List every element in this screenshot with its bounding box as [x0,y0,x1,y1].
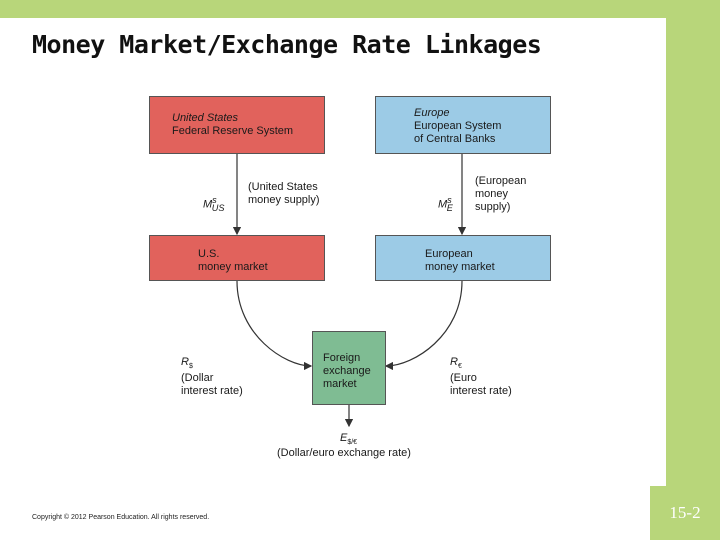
euro-money-supply-symbol: $M^s_E$ [438,195,453,213]
euro-interest-rate-label: (Euro interest rate) [450,372,512,397]
fx-market-label: Foreign exchange market [323,352,371,390]
slide-title: Money Market/Exchange Rate Linkages [32,30,542,59]
us-federal-reserve-box [149,96,325,154]
copyright-notice: Copyright © 2012 Pearson Education. All rights reserved. [32,514,210,521]
us-money-supply-symbol: $M^s_{US}$ [203,195,225,213]
exchange-rate-symbol: $E_{\$/€}$ [340,432,358,447]
arrow-euro-market-to-fx [386,281,462,366]
exchange-rate-label: (Dollar/euro exchange rate) [277,447,411,459]
european-central-banks-box [375,96,551,154]
euro-money-market-label: European money market [425,248,495,273]
foreign-exchange-market-box [312,331,386,405]
euro-money-supply-label: (European money supply) [475,175,527,213]
dollar-interest-rate-symbol: $R_{\$}$ [181,356,193,371]
euro-system-line2: European System of Central Banks [414,120,502,145]
arrow-us-market-to-fx [237,281,311,366]
us-money-market-label: U.S. money market [198,248,268,273]
european-money-market-box [375,235,551,281]
us-fed-line1: United States [172,112,239,124]
euro-interest-rate-symbol: $R_€$ [450,356,462,371]
slide-number: 15-2 [669,503,701,522]
dollar-interest-rate-label: (Dollar interest rate) [181,372,243,397]
us-fed-line2: Federal Reserve System [172,125,294,137]
us-money-market-box [149,235,325,281]
euro-system-line1: Europe [414,107,450,119]
us-money-supply-label: (United States money supply) [248,181,320,206]
